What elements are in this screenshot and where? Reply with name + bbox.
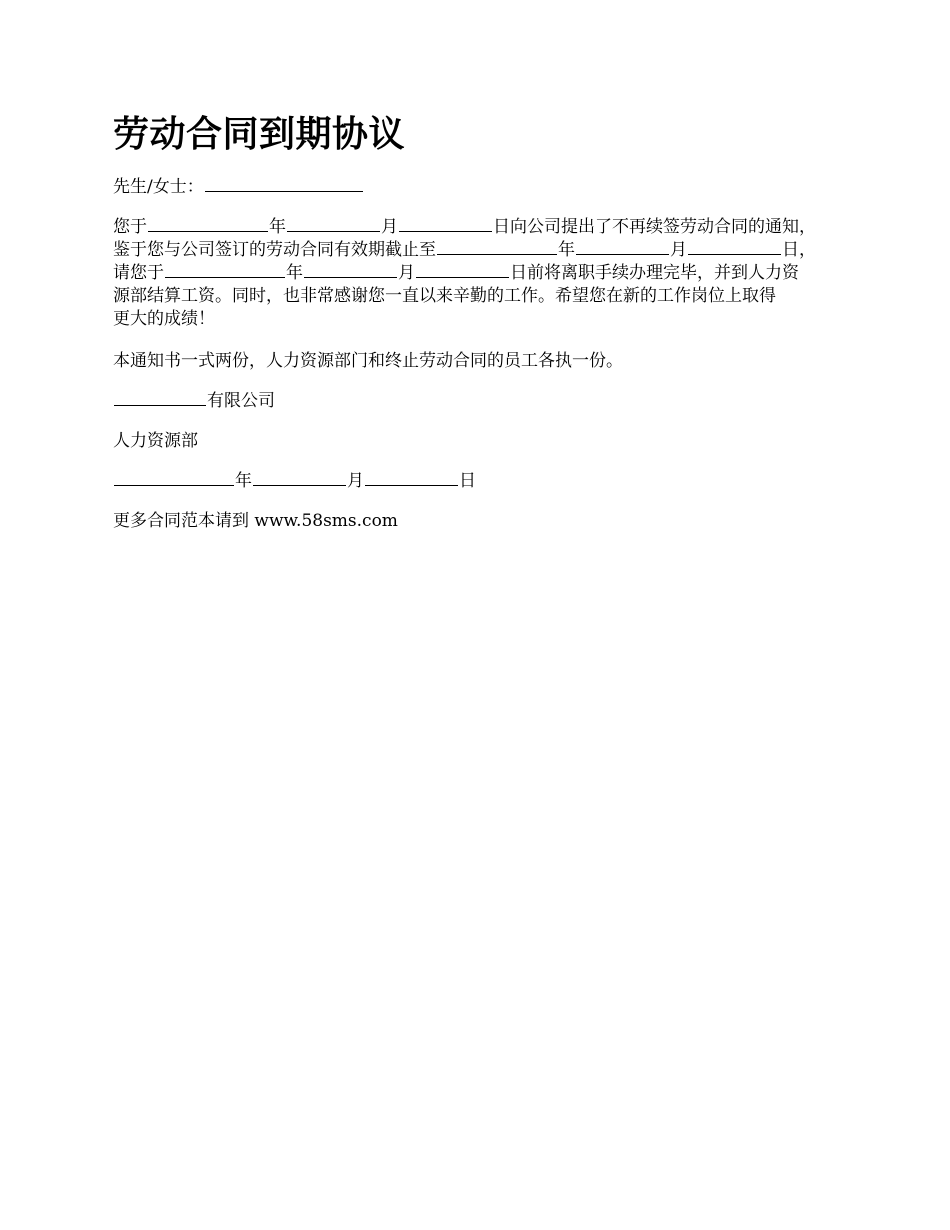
company-line [113,390,840,413]
company-name-blank [114,390,206,406]
body-text: 鉴于您与公司签订的劳动合同有效期截止至 [113,240,436,260]
month-blank [287,216,380,232]
document-title: 劳动合同到期协议 [113,113,406,155]
date-line [113,470,840,493]
body-text: 日， [782,240,816,260]
day-blank [416,262,509,278]
year-blank [114,470,234,486]
day-label: 日 [459,471,476,491]
copies-note: 本通知书一式两份，人力资源部门和终止劳动合同的员工各执一份。 [113,351,623,371]
salutation-label: 先生/女士： [113,177,204,197]
year-label: 年 [235,471,252,491]
year-blank [165,262,285,278]
body-text: 请您于 [113,263,164,283]
footer-link-text: 更多合同范本请到 www.58sms.com [113,511,398,531]
year-label: 年 [286,263,303,283]
recipient-name-blank [205,176,363,192]
body-line-5: 更大的成绩！ [113,309,215,329]
year-label: 年 [269,217,286,237]
year-blank [437,239,557,255]
body-line-2 [113,239,840,262]
company-suffix: 有限公司 [207,391,275,411]
salutation-line [113,176,840,199]
month-label: 月 [381,217,398,237]
day-blank [365,470,458,486]
month-label: 月 [347,471,364,491]
body-text: 日向公司提出了不再续签劳动合同的通知， [493,217,816,237]
year-blank [148,216,268,232]
month-label: 月 [670,240,687,260]
day-blank [399,216,492,232]
body-text: 您于 [113,217,147,237]
day-blank [688,239,781,255]
department-line: 人力资源部 [113,431,198,451]
month-blank [304,262,397,278]
body-line-3 [113,262,840,285]
month-label: 月 [398,263,415,283]
body-text: 日前将离职手续办理完毕，并到人力资 [510,263,799,283]
notice-body [113,216,840,331]
body-line-1 [113,216,840,239]
month-blank [253,470,346,486]
month-blank [576,239,669,255]
year-label: 年 [558,240,575,260]
body-line-4: 源部结算工资。同时，也非常感谢您一直以来辛勤的工作。希望您在新的工作岗位上取得 [113,286,776,306]
